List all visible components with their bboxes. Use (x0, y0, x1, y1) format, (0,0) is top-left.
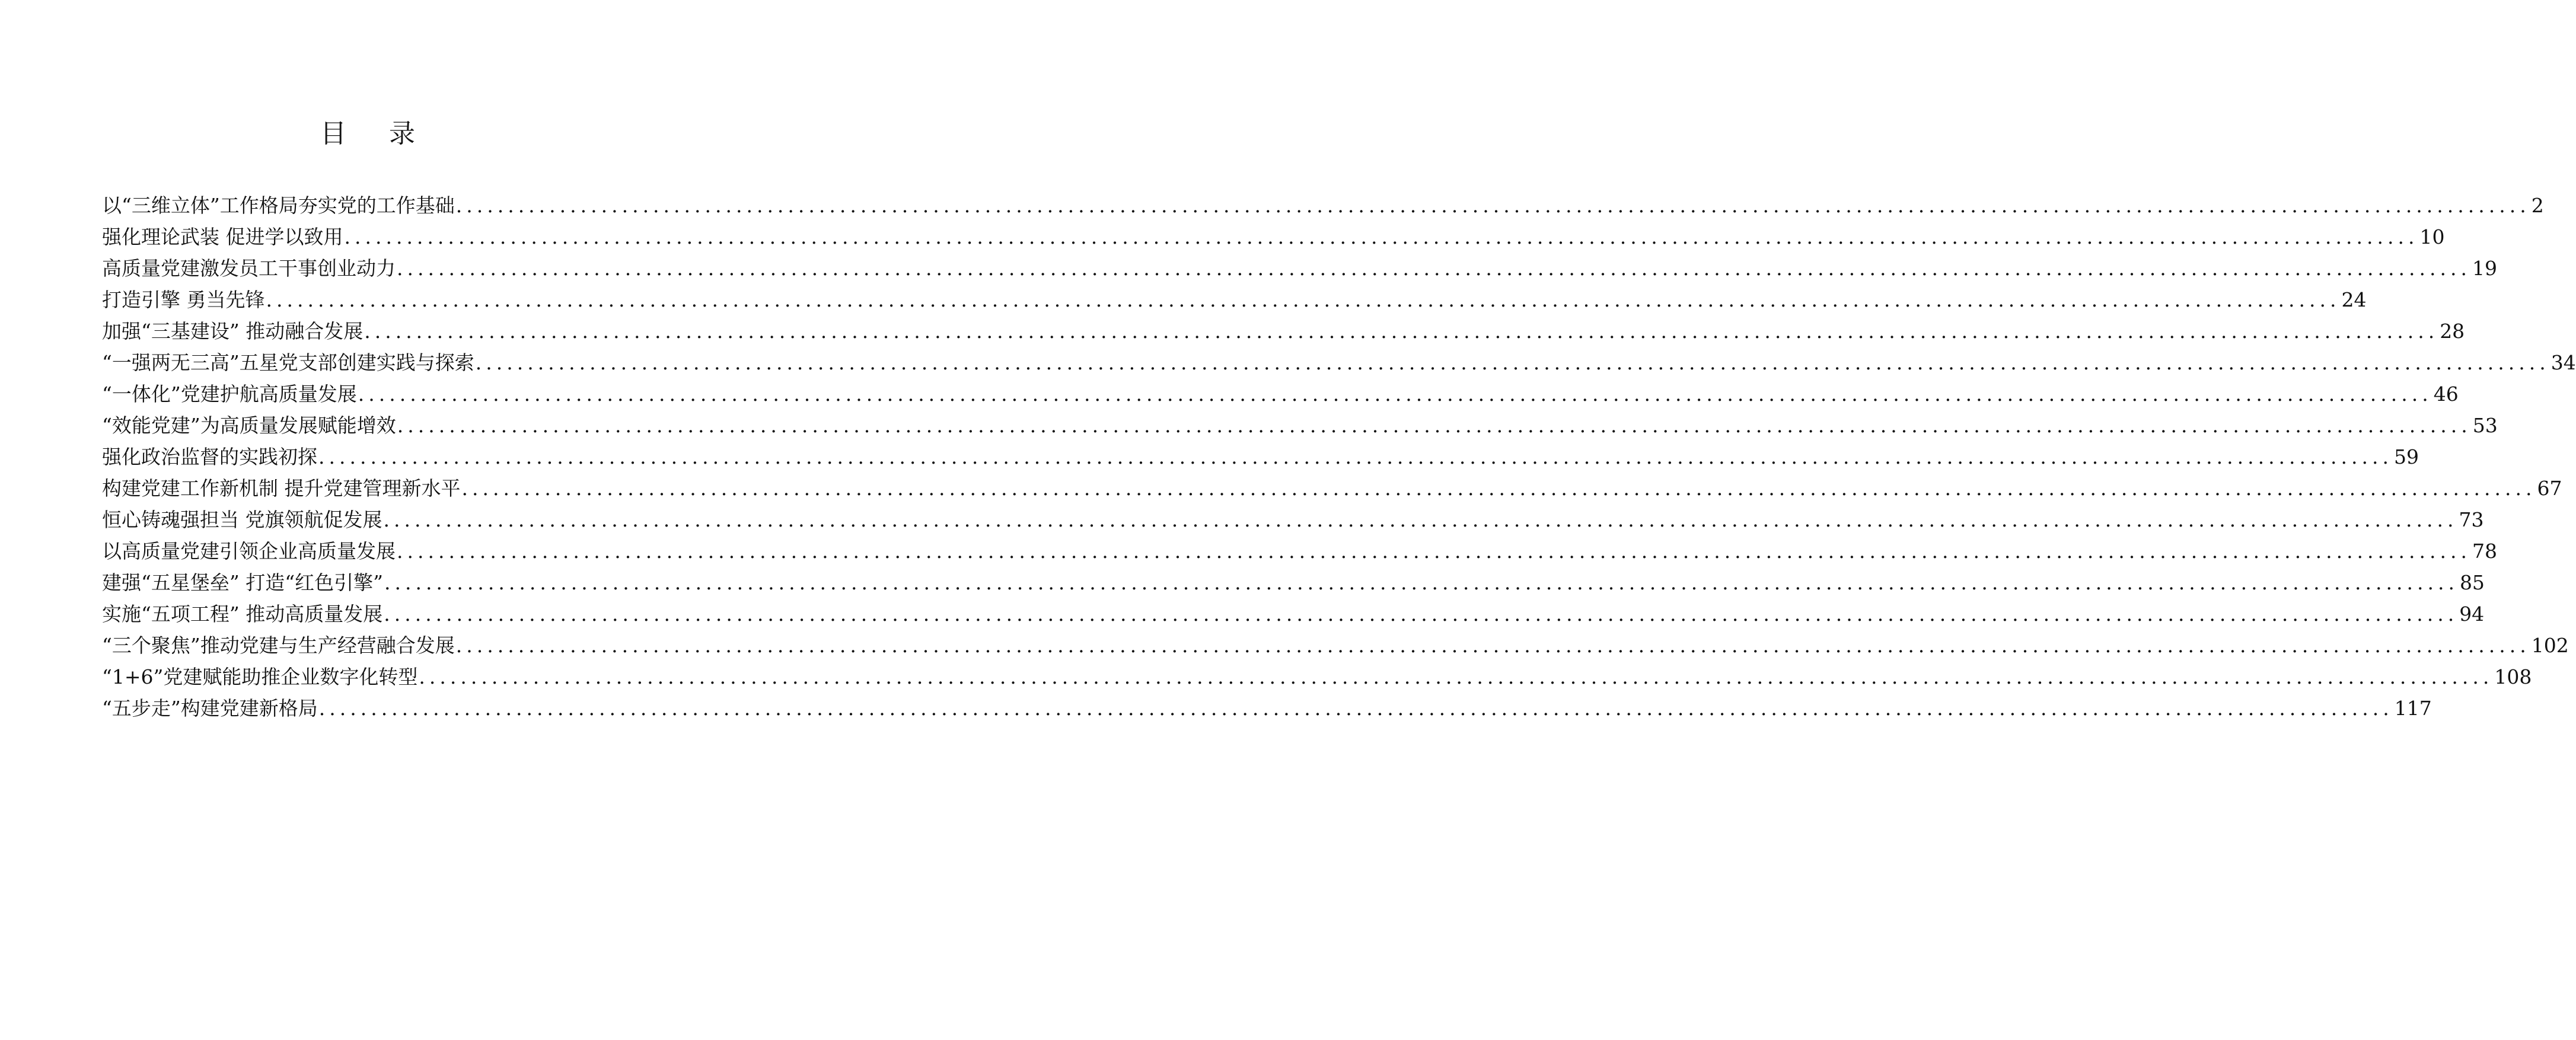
toc-entry-title: 强化理论武装 促进学以致用 (102, 225, 343, 248)
toc-entry[interactable] (102, 253, 2497, 284)
toc-entry[interactable] (102, 410, 2498, 441)
toc-dot-leader: ........................................................................................................................................................................................................ (455, 634, 2530, 657)
toc-entry-title: 加强“三基建设” 推动融合发展 (102, 320, 364, 343)
toc-entry[interactable] (102, 661, 2532, 693)
toc-entry-page-number: 94 (2459, 602, 2485, 626)
toc-entry[interactable] (102, 693, 2432, 724)
toc-entry-page-number: 59 (2393, 445, 2419, 468)
toc-entry-page-number: 67 (2537, 477, 2562, 500)
toc-entry[interactable] (102, 441, 2419, 473)
toc-entry-title: 实施“五项工程” 推动高质量发展 (102, 602, 383, 626)
page-title-part-1: 目 (320, 119, 346, 149)
toc-entry-title: 高质量党建激发员工干事创业动力 (102, 257, 396, 280)
toc-entry-page-number: 24 (2341, 288, 2367, 311)
toc-dot-leader: ........................................................................................................................................................................................................ (397, 414, 2472, 437)
toc-entry-title: 建强“五星堡垒” 打造“红色引擎” (102, 571, 383, 594)
toc-entry[interactable] (102, 598, 2485, 630)
toc-entry-page-number: 78 (2472, 540, 2497, 563)
toc-dot-leader: ........................................................................................................................................................................................................ (461, 477, 2536, 500)
toc-entry-title: “一体化”党建护航高质量发展 (102, 382, 357, 406)
toc-entry-page-number: 85 (2459, 571, 2485, 594)
toc-entry-page-number: 2 (2531, 194, 2544, 217)
toc-entry-title: 强化政治监督的实践初探 (102, 445, 317, 468)
toc-entry[interactable] (102, 347, 2576, 378)
toc-dot-leader: ........................................................................................................................................................................................................ (419, 665, 2494, 688)
table-of-contents (102, 190, 2576, 724)
toc-entry-title: “五步走”构建党建新格局 (102, 697, 318, 720)
toc-entry[interactable] (102, 473, 2562, 504)
toc-entry-page-number: 28 (2440, 320, 2465, 343)
toc-dot-leader: ........................................................................................................................................................................................................ (318, 697, 2393, 720)
toc-entry[interactable] (102, 630, 2569, 661)
toc-entry-page-number: 34 (2551, 351, 2576, 374)
toc-dot-leader: ........................................................................................................................................................................................................ (364, 320, 2439, 343)
toc-entry-page-number: 73 (2459, 508, 2484, 531)
toc-entry[interactable] (102, 284, 2367, 315)
toc-entry-title: “效能党建”为高质量发展赋能增效 (102, 414, 396, 437)
toc-entry-page-number: 102 (2531, 634, 2569, 657)
toc-dot-leader: ........................................................................................................................................................................................................ (358, 382, 2432, 406)
toc-dot-leader: ........................................................................................................................................................................................................ (266, 288, 2341, 311)
toc-entry-page-number: 19 (2472, 257, 2497, 280)
toc-entry-title: 打造引擎 勇当先锋 (102, 288, 265, 311)
toc-entry[interactable] (102, 378, 2459, 410)
toc-entry-title: “1+6”党建赋能助推企业数字化转型 (102, 665, 418, 688)
toc-entry[interactable] (102, 315, 2465, 347)
toc-entry-title: 恒心铸魂强担当 党旗领航促发展 (102, 508, 382, 531)
toc-entry-title: 以“三维立体”工作格局夯实党的工作基础 (102, 194, 455, 217)
toc-dot-leader: ........................................................................................................................................................................................................ (397, 540, 2471, 563)
toc-entry-page-number: 117 (2394, 697, 2432, 720)
toc-entry[interactable] (102, 504, 2484, 535)
toc-entry-page-number: 108 (2494, 665, 2532, 688)
toc-entry-page-number: 53 (2472, 414, 2498, 437)
toc-entry[interactable] (102, 567, 2485, 598)
toc-entry-title: “一强两无三高”五星党支部创建实践与探索 (102, 351, 474, 374)
toc-entry[interactable] (102, 535, 2497, 567)
page-title-part-2: 录 (389, 119, 415, 149)
toc-entry-title: 构建党建工作新机制 提升党建管理新水平 (102, 477, 461, 500)
toc-dot-leader: ........................................................................................................................................................................................................ (383, 508, 2458, 531)
toc-dot-leader: ........................................................................................................................................................................................................ (384, 571, 2459, 594)
toc-dot-leader: ........................................................................................................................................................................................................ (455, 194, 2530, 217)
toc-entry[interactable] (102, 190, 2544, 221)
toc-entry[interactable] (102, 221, 2445, 253)
toc-entry-page-number: 10 (2419, 225, 2445, 248)
toc-dot-leader: ........................................................................................................................................................................................................ (384, 602, 2459, 626)
toc-dot-leader: ........................................................................................................................................................................................................ (475, 351, 2550, 374)
toc-dot-leader: ........................................................................................................................................................................................................ (344, 225, 2419, 248)
page-title (0, 116, 735, 152)
toc-entry-title: 以高质量党建引领企业高质量发展 (102, 540, 396, 563)
toc-entry-title: “三个聚焦”推动党建与生产经营融合发展 (102, 634, 455, 657)
toc-dot-leader: ........................................................................................................................................................................................................ (318, 445, 2393, 468)
toc-entry-page-number: 46 (2433, 382, 2459, 406)
toc-dot-leader: ........................................................................................................................................................................................................ (397, 257, 2471, 280)
